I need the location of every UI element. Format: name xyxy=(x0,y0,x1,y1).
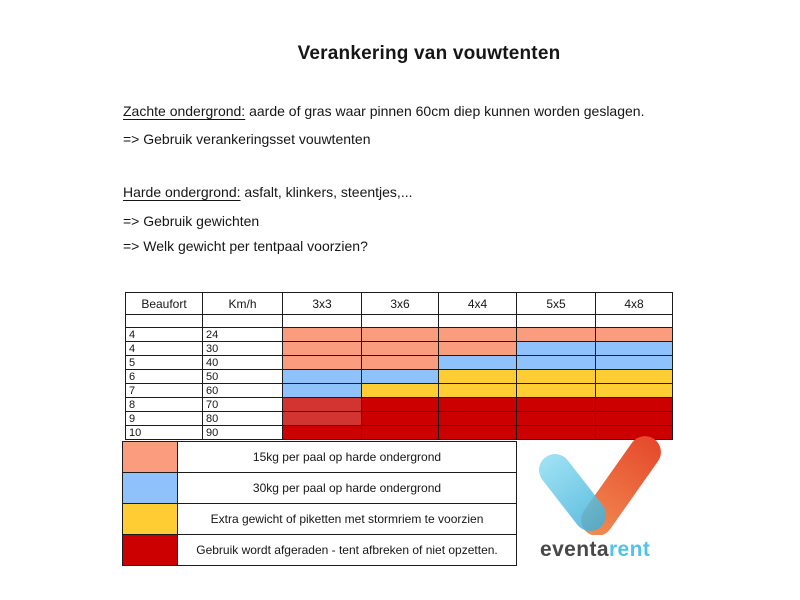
spacer-row xyxy=(126,315,673,328)
rating-cell-blue xyxy=(439,356,517,370)
empty-cell xyxy=(283,315,362,328)
rating-cell-red xyxy=(439,426,517,440)
kmh-cell: 80 xyxy=(203,412,283,426)
rating-cell-salmon xyxy=(439,328,517,342)
beaufort-cell: 9 xyxy=(126,412,203,426)
rating-cell-blue xyxy=(283,370,362,384)
empty-cell xyxy=(203,315,283,328)
rating-cell-salmon xyxy=(439,342,517,356)
rating-cell-red xyxy=(517,398,596,412)
rating-cell-red xyxy=(283,426,362,440)
rating-cell-salmon xyxy=(596,328,673,342)
empty-cell xyxy=(439,315,517,328)
hard-ground-label: Harde ondergrond: xyxy=(123,184,241,200)
rating-cell-salmon xyxy=(362,342,439,356)
table-row xyxy=(126,412,673,426)
column-header: 3x3 xyxy=(283,293,362,315)
legend-label: 15kg per paal op harde ondergrond xyxy=(178,442,517,473)
empty-cell xyxy=(517,315,596,328)
rating-cell-salmon xyxy=(362,328,439,342)
wind-table-header-row xyxy=(126,293,673,315)
hard-ground-line xyxy=(123,184,413,200)
rating-cell-salmon xyxy=(283,342,362,356)
page-title: Verankering van vouwtenten xyxy=(297,43,561,64)
rating-cell-red xyxy=(362,412,439,426)
beaufort-cell: 8 xyxy=(126,398,203,412)
soft-ground-text: aarde of gras waar pinnen 60cm diep kunnen worden geslagen. xyxy=(245,103,645,119)
column-header: 5x5 xyxy=(517,293,596,315)
rating-cell-blue xyxy=(283,384,362,398)
rating-cell-blue xyxy=(596,342,673,356)
legend-swatch-blue xyxy=(123,473,178,504)
table-row xyxy=(126,384,673,398)
rating-cell-blue xyxy=(362,370,439,384)
rating-cell-red xyxy=(362,426,439,440)
legend-table-body xyxy=(123,442,517,566)
rating-cell-red_light xyxy=(283,398,362,412)
rating-cell-salmon xyxy=(362,356,439,370)
kmh-cell: 90 xyxy=(203,426,283,440)
kmh-cell: 50 xyxy=(203,370,283,384)
rating-cell-yellow xyxy=(439,384,517,398)
rating-cell-yellow xyxy=(596,370,673,384)
rating-cell-blue xyxy=(596,356,673,370)
soft-ground-arrow: => Gebruik verankeringsset vouwtenten xyxy=(123,131,371,147)
empty-cell xyxy=(362,315,439,328)
beaufort-cell: 4 xyxy=(126,328,203,342)
beaufort-cell: 4 xyxy=(126,342,203,356)
kmh-cell: 70 xyxy=(203,398,283,412)
rating-cell-red xyxy=(362,398,439,412)
hard-ground-arrow-1: => Gebruik gewichten xyxy=(123,213,260,229)
legend-label: Gebruik wordt afgeraden - tent afbreken of niet opzetten. xyxy=(178,535,517,566)
table-row xyxy=(126,356,673,370)
empty-cell xyxy=(596,315,673,328)
wordmark-rent: rent xyxy=(608,538,651,561)
wind-table-body xyxy=(126,293,673,440)
rating-cell-blue xyxy=(517,342,596,356)
rating-cell-red xyxy=(596,398,673,412)
legend-table xyxy=(122,441,517,566)
kmh-cell: 30 xyxy=(203,342,283,356)
rating-cell-red_light xyxy=(283,412,362,426)
legend-row xyxy=(123,442,517,473)
legend-label: Extra gewicht of piketten met stormriem te voorzien xyxy=(178,504,517,535)
beaufort-cell: 7 xyxy=(126,384,203,398)
wind-table xyxy=(125,292,673,440)
legend-row xyxy=(123,473,517,504)
beaufort-cell: 6 xyxy=(126,370,203,384)
legend-swatch-salmon xyxy=(123,442,178,473)
beaufort-cell: 10 xyxy=(126,426,203,440)
legend-row xyxy=(123,535,517,566)
rating-cell-salmon xyxy=(283,356,362,370)
rating-cell-salmon xyxy=(283,328,362,342)
rating-cell-yellow xyxy=(517,384,596,398)
empty-cell xyxy=(126,315,203,328)
beaufort-cell: 5 xyxy=(126,356,203,370)
hard-ground-arrow-2: => Welk gewicht per tentpaal voorzien? xyxy=(123,238,368,254)
column-header: Beaufort xyxy=(126,293,203,315)
rating-cell-yellow xyxy=(596,384,673,398)
rating-cell-red xyxy=(596,412,673,426)
legend-row xyxy=(123,504,517,535)
rating-cell-blue xyxy=(517,356,596,370)
table-row xyxy=(126,328,673,342)
soft-ground-line xyxy=(123,103,644,119)
column-header: Km/h xyxy=(203,293,283,315)
column-header: 3x6 xyxy=(362,293,439,315)
kmh-cell: 40 xyxy=(203,356,283,370)
wordmark-eventa: eventa xyxy=(540,538,609,561)
rating-cell-yellow xyxy=(362,384,439,398)
eventarent-wordmark xyxy=(540,538,650,562)
rating-cell-red xyxy=(517,412,596,426)
table-row xyxy=(126,398,673,412)
column-header: 4x4 xyxy=(439,293,517,315)
soft-ground-label: Zachte ondergrond: xyxy=(123,103,246,119)
legend-swatch-red xyxy=(123,535,178,566)
kmh-cell: 24 xyxy=(203,328,283,342)
legend-swatch-yellow xyxy=(123,504,178,535)
rating-cell-red xyxy=(439,412,517,426)
table-row xyxy=(126,370,673,384)
eventarent-logo-mark xyxy=(535,435,665,535)
table-row xyxy=(126,342,673,356)
hard-ground-text: asfalt, klinkers, steentjes,... xyxy=(240,184,413,200)
legend-label: 30kg per paal op harde ondergrond xyxy=(178,473,517,504)
rating-cell-red xyxy=(439,398,517,412)
column-header: 4x8 xyxy=(596,293,673,315)
rating-cell-yellow xyxy=(517,370,596,384)
kmh-cell: 60 xyxy=(203,384,283,398)
rating-cell-yellow xyxy=(439,370,517,384)
rating-cell-salmon xyxy=(517,328,596,342)
